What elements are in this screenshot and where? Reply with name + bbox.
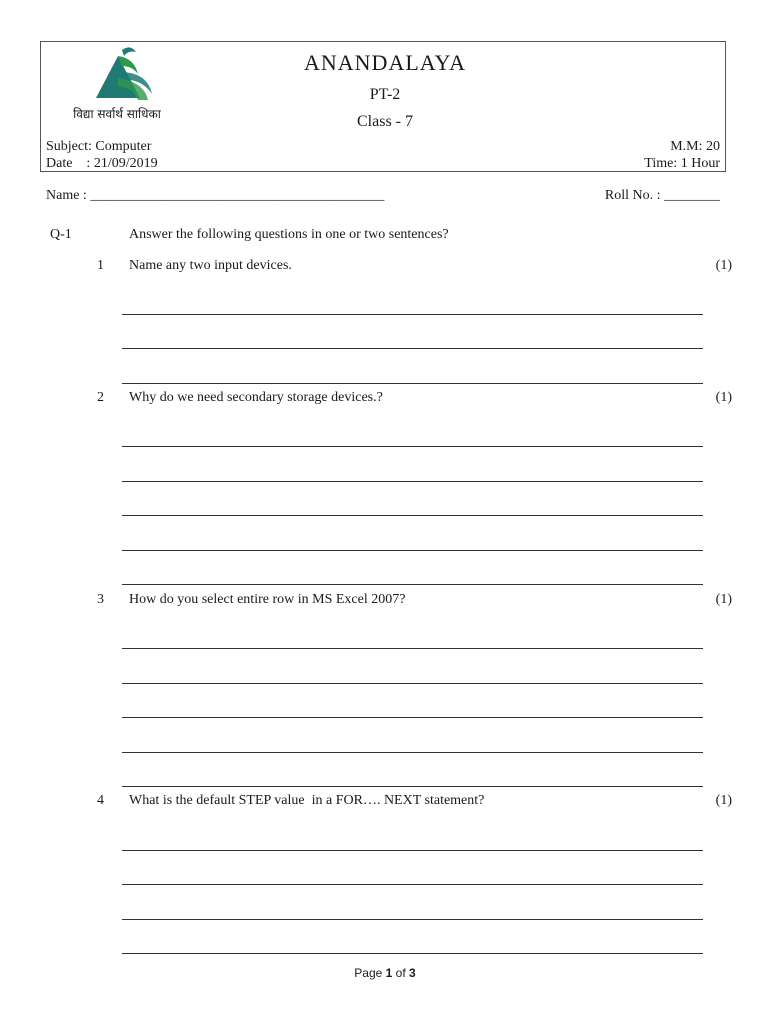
question-marks: (1) <box>715 390 732 405</box>
answer-line[interactable] <box>122 953 703 954</box>
answer-line[interactable] <box>122 348 703 349</box>
question-number: 1 <box>97 258 104 273</box>
question-marks: (1) <box>715 258 732 273</box>
school-name: ANANDALAYA <box>304 50 466 75</box>
question-number: 2 <box>97 390 104 405</box>
answer-line[interactable] <box>122 515 703 516</box>
exam-name: PT-2 <box>369 86 401 103</box>
max-marks-label: M.M: 20 <box>670 139 720 154</box>
answer-line[interactable] <box>122 550 703 551</box>
question-text: Why do we need secondary storage devices.? <box>129 390 383 405</box>
answer-line[interactable] <box>122 683 703 684</box>
answer-line[interactable] <box>122 752 703 753</box>
section-label: Q-1 <box>50 227 72 242</box>
section-instruction: Answer the following questions in one or two sentences? <box>129 227 449 242</box>
question-text: Name any two input devices. <box>129 258 292 273</box>
answer-line[interactable] <box>122 446 703 447</box>
answer-line[interactable] <box>122 884 703 885</box>
question-text: What is the default STEP value in a FOR…. NEXT statement? <box>129 793 485 808</box>
question-number: 3 <box>97 592 104 607</box>
page-word: Page <box>354 966 383 980</box>
page-number: 1 <box>385 966 393 980</box>
question-marks: (1) <box>715 793 732 808</box>
name-field[interactable]: Name : __________________________________________ <box>46 188 385 203</box>
answer-line[interactable] <box>122 717 703 718</box>
date-label: Date : 21/09/2019 <box>46 156 158 171</box>
answer-line[interactable] <box>122 919 703 920</box>
answer-line[interactable] <box>122 648 703 649</box>
time-label: Time: 1 Hour <box>644 156 720 171</box>
roll-number-field[interactable]: Roll No. : ________ <box>604 188 720 203</box>
page-footer <box>0 966 770 980</box>
subject-label: Subject: Computer <box>46 139 152 154</box>
answer-line[interactable] <box>122 850 703 851</box>
class-label: Class - 7 <box>357 113 413 130</box>
answer-line[interactable] <box>122 383 703 384</box>
question-marks: (1) <box>715 592 732 607</box>
question-number: 4 <box>97 793 104 808</box>
answer-line[interactable] <box>122 481 703 482</box>
answer-line[interactable] <box>122 786 703 787</box>
question-text: How do you select entire row in MS Excel 2007? <box>129 592 406 607</box>
answer-line[interactable] <box>122 584 703 585</box>
of-word: of <box>395 966 406 980</box>
page-total: 3 <box>409 966 416 980</box>
answer-line[interactable] <box>122 314 703 315</box>
logo-caption: विद्या सर्वार्थ साधिका <box>73 107 161 121</box>
